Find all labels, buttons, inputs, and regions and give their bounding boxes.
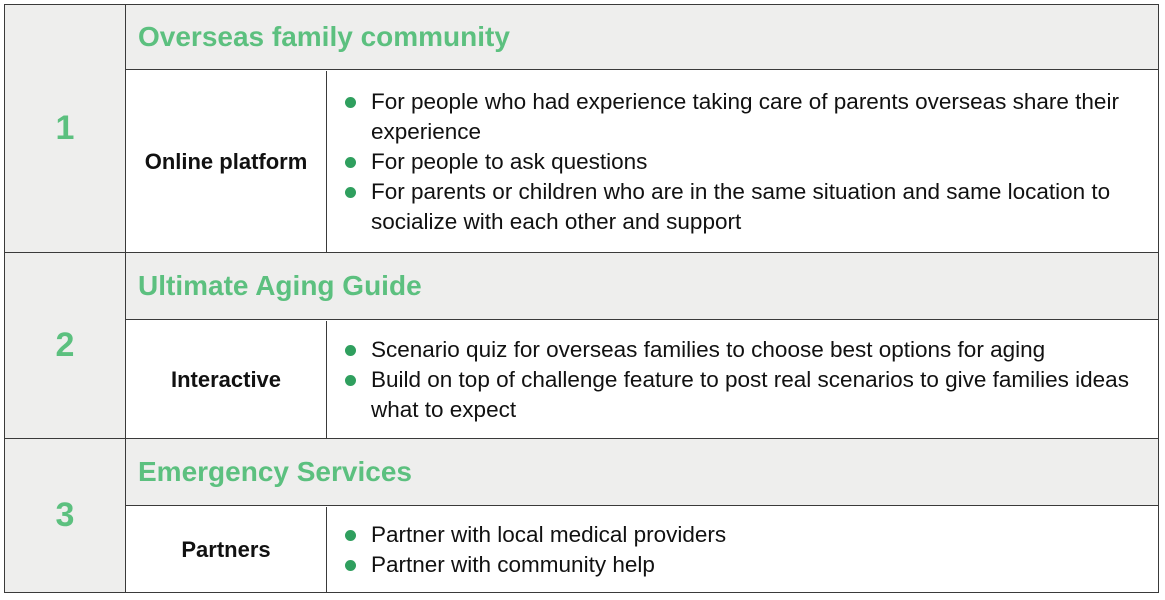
- bullet-text: Partner with local medical providers: [371, 521, 727, 547]
- section-title: Emergency Services: [138, 456, 412, 487]
- section-3: [5, 438, 1158, 592]
- bullet-dot-icon: [345, 97, 356, 108]
- section-title-cell: [126, 253, 1158, 320]
- bullet-list: [345, 335, 1148, 425]
- section-label: Online platform: [144, 148, 308, 174]
- bullet-dot-icon: [345, 187, 356, 198]
- section-2: [5, 252, 1158, 438]
- section-title-cell: [126, 5, 1158, 70]
- plan-table: [4, 4, 1159, 593]
- section-label-cell: [126, 321, 327, 438]
- section-number-cell: [5, 253, 126, 438]
- section-label-cell: [126, 507, 327, 592]
- section-number: 2: [55, 326, 75, 364]
- section-title: Overseas family community: [138, 21, 510, 52]
- bullet-text: For people who had experience taking care of parents overseas share their experience: [371, 88, 1119, 144]
- bullet-item: [345, 365, 1148, 425]
- section-number-cell: [5, 5, 126, 252]
- bullet-item: [345, 550, 726, 580]
- section-bullets-cell: [327, 321, 1158, 438]
- bullet-list: [345, 520, 726, 580]
- section-title-cell: [126, 439, 1158, 506]
- bullet-dot-icon: [345, 530, 356, 541]
- section-bullets-cell: [327, 507, 1158, 592]
- bullet-dot-icon: [345, 375, 356, 386]
- bullet-dot-icon: [345, 560, 356, 571]
- bullet-text: For parents or children who are in the same situation and same location to socialize with each other and support: [371, 178, 1111, 234]
- bullet-item: [345, 87, 1148, 147]
- section-number: 1: [55, 109, 75, 147]
- section-number: 3: [55, 496, 75, 534]
- bullet-list: [345, 87, 1148, 237]
- section-bullets-cell: [327, 71, 1158, 252]
- bullet-text: Scenario quiz for overseas families to choose best options for aging: [371, 336, 1046, 362]
- bullet-item: [345, 177, 1148, 237]
- bullet-text: For people to ask questions: [371, 148, 648, 174]
- section-label-cell: [126, 71, 327, 252]
- section-number-cell: [5, 439, 126, 592]
- section-1: [5, 5, 1158, 252]
- bullet-text: Build on top of challenge feature to post real scenarios to give families ideas what to expect: [371, 366, 1129, 422]
- bullet-item: [345, 335, 1148, 365]
- bullet-text: Partner with community help: [371, 551, 655, 577]
- bullet-item: [345, 147, 1148, 177]
- bullet-dot-icon: [345, 157, 356, 168]
- section-label: Partners: [181, 536, 271, 562]
- section-title: Ultimate Aging Guide: [138, 270, 422, 301]
- bullet-dot-icon: [345, 345, 356, 356]
- section-label: Interactive: [170, 366, 282, 392]
- bullet-item: [345, 520, 726, 550]
